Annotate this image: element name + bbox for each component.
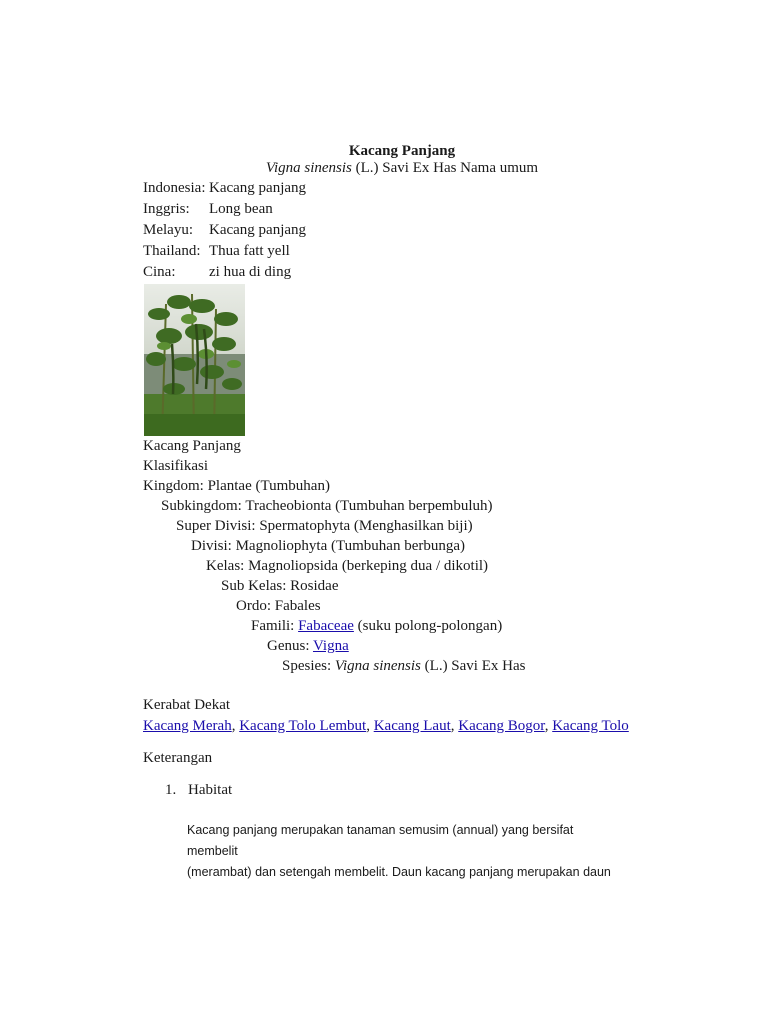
common-name-row: [143, 243, 306, 264]
subkingdom-line: Subkingdom: Tracheobionta (Tumbuhan berpembuluh): [161, 498, 493, 514]
species-name: Vigna sinensis: [265, 160, 352, 176]
subtitle-rest: (L.) Savi Ex Has Nama umum: [351, 160, 539, 176]
language-label: Cina:: [143, 264, 176, 280]
famili-description: (suku polong-polongan): [353, 618, 503, 634]
genus-label: Genus:: [267, 638, 313, 654]
list-item-number: 1.: [165, 782, 177, 798]
habitat-paragraph-line: (merambat) dan setengah membelit. Daun kacang panjang merupakan daun: [187, 865, 611, 879]
common-name: zi hua di ding: [209, 264, 292, 280]
bean-plant-photo: [144, 284, 245, 436]
common-name-row: [143, 222, 306, 243]
fabaceae-link[interactable]: Fabaceae: [298, 618, 354, 634]
separator: ,: [450, 718, 459, 734]
common-names-list: [143, 180, 306, 285]
relative-link-kacang-laut[interactable]: Kacang Laut: [373, 718, 451, 734]
habitat-paragraph-line: Kacang panjang merupakan tanaman semusim (annual) yang bersifat: [187, 823, 574, 837]
common-name: Thua fatt yell: [209, 243, 290, 259]
classification-heading: Klasifikasi: [143, 458, 208, 474]
notes-heading: Keterangan: [143, 750, 213, 766]
common-name-row: [143, 180, 306, 201]
separator: ,: [544, 718, 553, 734]
subkelas-line: Sub Kelas: Rosidae: [221, 578, 339, 594]
superdivisi-line: Super Divisi: Spermatophyta (Menghasilkan biji): [176, 518, 473, 534]
kingdom-line: Kingdom: Plantae (Tumbuhan): [143, 478, 330, 494]
spesies-author: (L.) Savi Ex Has: [420, 658, 526, 674]
page-title: Kacang Panjang: [348, 143, 456, 159]
famili-line: [251, 618, 502, 635]
spesies-label: Spesies:: [282, 658, 335, 674]
relative-link-kacang-merah[interactable]: Kacang Merah: [143, 718, 232, 734]
spesies-name: Vigna sinensis: [334, 658, 421, 674]
ordo-line: Ordo: Fabales: [236, 598, 321, 614]
relative-link-kacang-tolo-lembut[interactable]: Kacang Tolo Lembut: [239, 718, 367, 734]
habitat-paragraph-line: membelit: [187, 844, 238, 858]
habitat-title: Habitat: [188, 782, 233, 798]
language-label: Inggris:: [143, 201, 190, 217]
vigna-link[interactable]: Vigna: [312, 638, 349, 654]
common-name: Long bean: [209, 201, 273, 217]
common-name: Kacang panjang: [209, 180, 307, 196]
relatives-heading: Kerabat Dekat: [143, 697, 231, 713]
common-name-row: [143, 201, 306, 222]
separator: ,: [366, 718, 374, 734]
separator: ,: [231, 718, 240, 734]
spesies-line: [282, 658, 525, 675]
relative-link-kacang-tolo[interactable]: Kacang Tolo: [552, 718, 629, 734]
photo-caption: Kacang Panjang: [143, 438, 241, 454]
genus-line: [267, 638, 349, 655]
common-name-row: [143, 264, 306, 285]
language-label: Melayu:: [143, 222, 193, 238]
divisi-line: Divisi: Magnoliophyta (Tumbuhan berbunga): [191, 538, 466, 554]
subtitle: [0, 160, 768, 177]
famili-label: Famili:: [251, 618, 299, 634]
language-label: Indonesia:: [143, 180, 206, 196]
relative-link-kacang-bogor[interactable]: Kacang Bogor: [458, 718, 545, 734]
kelas-line: Kelas: Magnoliopsida (berkeping dua / dikotil): [206, 558, 489, 574]
relatives-links: [143, 718, 629, 735]
language-label: Thailand:: [143, 243, 201, 259]
common-name: Kacang panjang: [209, 222, 307, 238]
